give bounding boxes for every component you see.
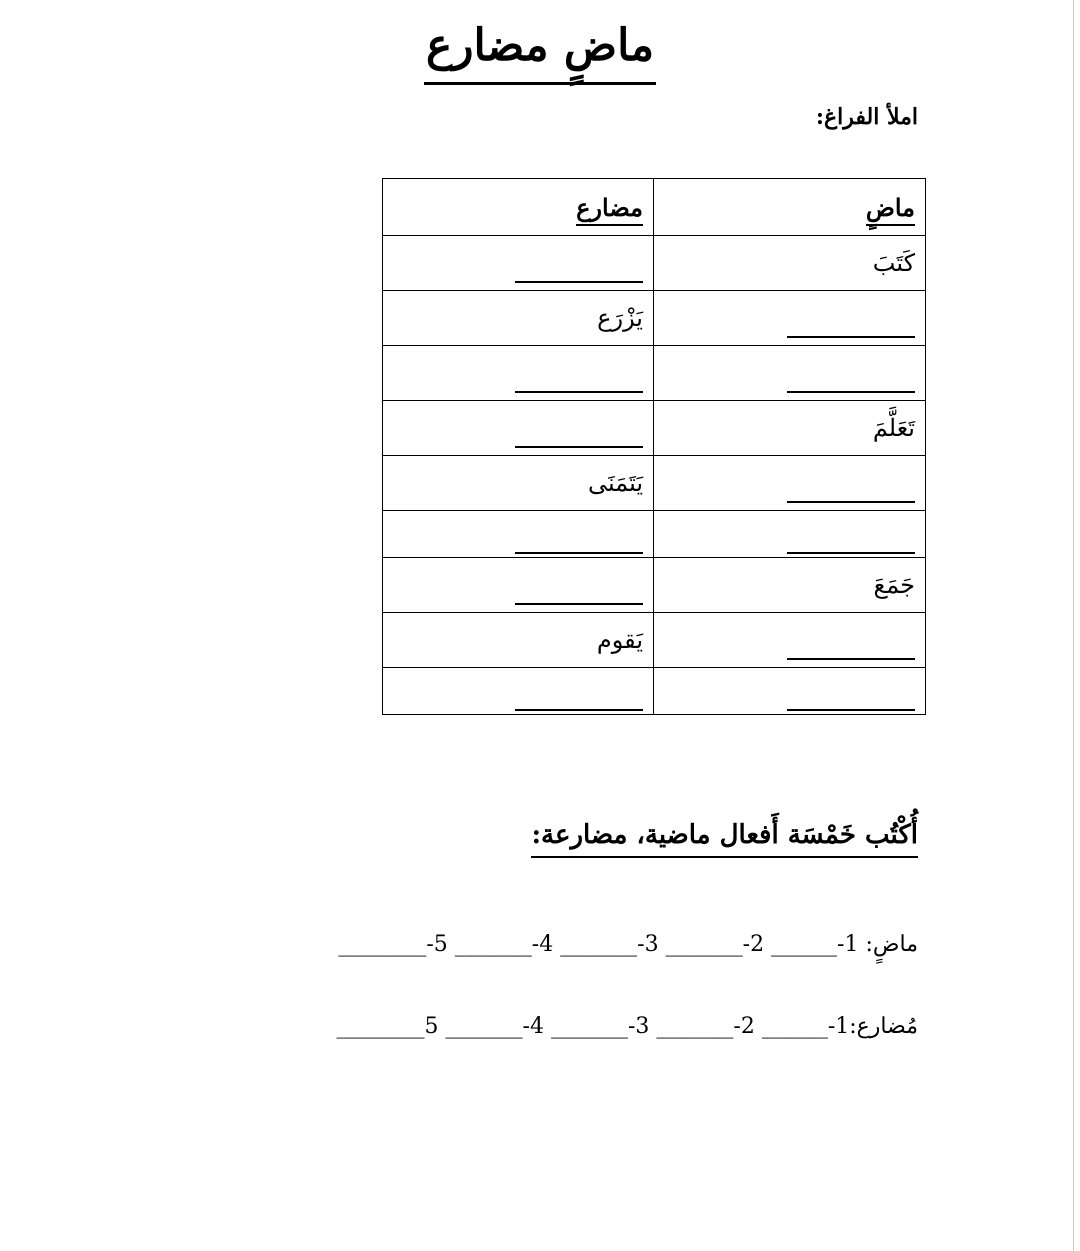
madi-cell[interactable] bbox=[654, 291, 926, 346]
madi-cell: كَتَبَ bbox=[654, 236, 926, 291]
table-row bbox=[383, 236, 926, 291]
mudari-cell[interactable] bbox=[383, 668, 654, 715]
mudari-cell[interactable] bbox=[383, 236, 654, 291]
madi-cell[interactable] bbox=[654, 456, 926, 511]
mudari-cell[interactable] bbox=[383, 558, 654, 613]
table-row bbox=[383, 291, 926, 346]
madi-cell[interactable] bbox=[654, 668, 926, 715]
table-row bbox=[383, 511, 926, 558]
madi-cell: جَمَعَ bbox=[654, 558, 926, 613]
instruction-fill-blanks: املأ الفراغ: bbox=[815, 104, 918, 130]
mudari-cell[interactable] bbox=[383, 511, 654, 558]
mudari-cell: يَقوم bbox=[383, 613, 654, 668]
answer-blank[interactable] bbox=[787, 479, 915, 503]
header-mudari: مضارع bbox=[383, 179, 654, 236]
header-madi: ماضٍ bbox=[654, 179, 926, 236]
table-row bbox=[383, 401, 926, 456]
answer-blank[interactable] bbox=[515, 581, 643, 605]
madi-cell[interactable] bbox=[654, 613, 926, 668]
table-row bbox=[383, 668, 926, 715]
answer-blank[interactable] bbox=[515, 259, 643, 283]
page-edge bbox=[1073, 0, 1074, 1251]
table-row bbox=[383, 613, 926, 668]
table-row bbox=[383, 558, 926, 613]
answer-blank[interactable] bbox=[787, 530, 915, 554]
madi-cell: تَعَلَّمَ bbox=[654, 401, 926, 456]
worksheet-title bbox=[0, 18, 1080, 85]
madi-cell[interactable] bbox=[654, 346, 926, 401]
answer-blank[interactable] bbox=[515, 369, 643, 393]
answer-blank[interactable] bbox=[515, 424, 643, 448]
title-text: ماضٍ مضارع bbox=[424, 18, 656, 85]
answer-blank[interactable] bbox=[787, 636, 915, 660]
mudari-cell: يَتَمَنَى bbox=[383, 456, 654, 511]
table-row bbox=[383, 346, 926, 401]
answer-blank[interactable] bbox=[787, 687, 915, 711]
answer-blank[interactable] bbox=[515, 530, 643, 554]
answer-blank[interactable] bbox=[787, 369, 915, 393]
mudari-answer-line[interactable]: مُضارع:1-______ 2-_______ 3-_______ 4-_______ 5________ bbox=[336, 1014, 918, 1039]
mudari-cell[interactable] bbox=[383, 401, 654, 456]
exercise-heading: أُكْتُب خَمْسَة أَفعال ماضية، مضارعة: bbox=[531, 820, 918, 858]
table-header-row bbox=[383, 179, 926, 236]
mudari-cell[interactable] bbox=[383, 346, 654, 401]
verb-table bbox=[382, 178, 926, 715]
mudari-cell: يَزْرَع bbox=[383, 291, 654, 346]
answer-blank[interactable] bbox=[787, 314, 915, 338]
madi-cell[interactable] bbox=[654, 511, 926, 558]
table-row bbox=[383, 456, 926, 511]
answer-blank[interactable] bbox=[515, 687, 643, 711]
madi-answer-line[interactable]: ماضٍ: 1-______ 2-_______ 3-_______ 4-_______ 5-________ bbox=[338, 932, 918, 957]
